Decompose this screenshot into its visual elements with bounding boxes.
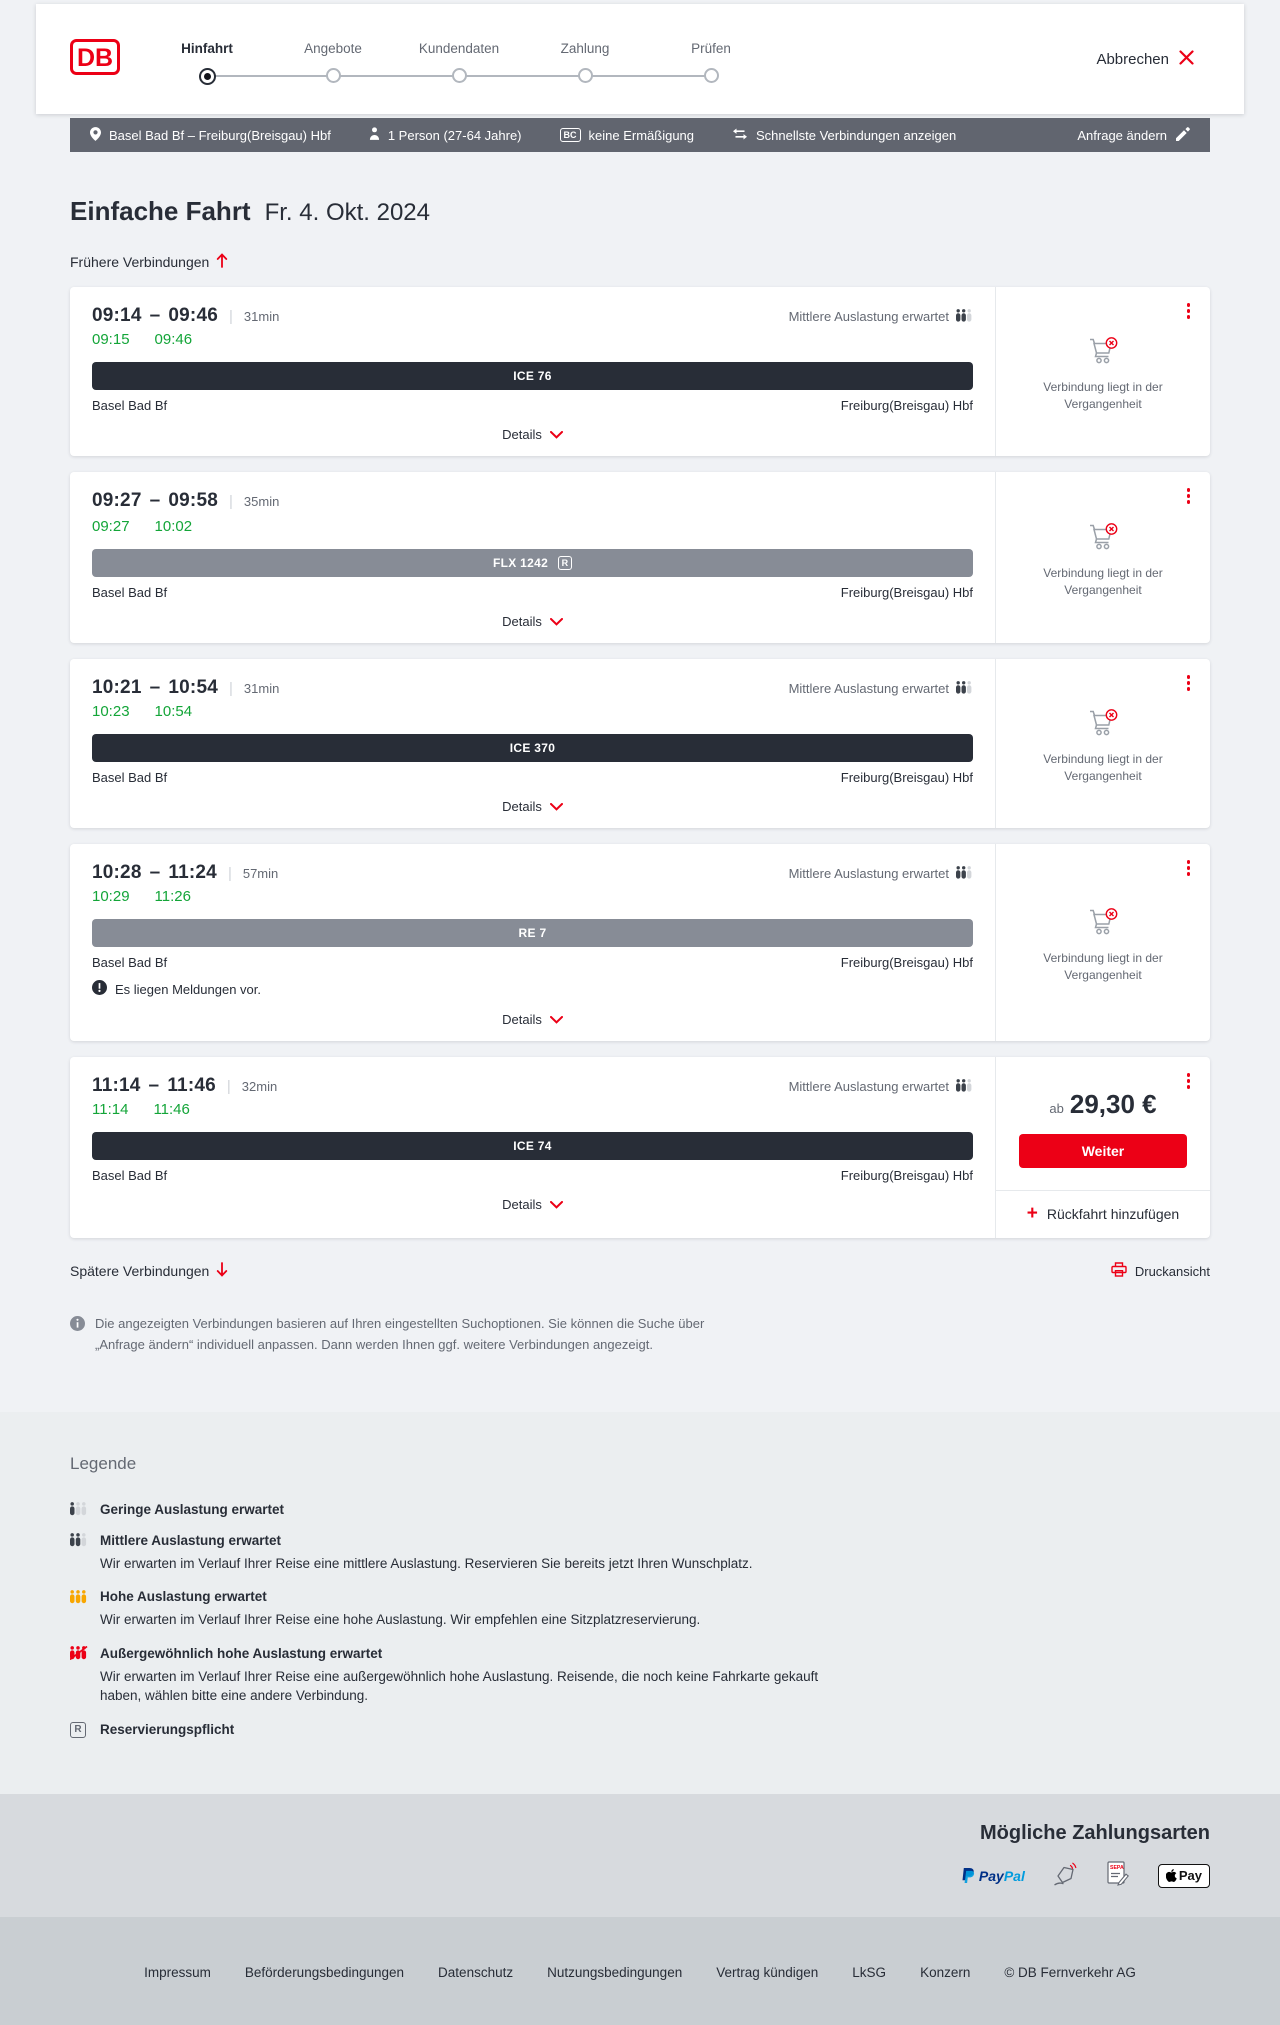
step-label: Prüfen bbox=[691, 40, 731, 56]
cart-unavailable-icon bbox=[1087, 907, 1119, 941]
details-label: Details bbox=[502, 1197, 542, 1212]
svg-text:DB: DB bbox=[76, 43, 114, 72]
chevron-down-icon bbox=[550, 614, 563, 629]
departure-time: 09:27 bbox=[92, 490, 142, 511]
connection-times: 09:14 – 09:46 bbox=[92, 305, 218, 326]
realtime-row bbox=[92, 1101, 973, 1118]
travel-date: Fr. 4. Okt. 2024 bbox=[264, 199, 431, 226]
arrow-down-icon bbox=[216, 1262, 228, 1280]
connection-card-4 bbox=[70, 844, 1210, 1041]
past-note: Verbindung liegt in der Vergangenheit bbox=[1043, 752, 1163, 783]
destination-station: Freiburg(Breisgau) Hbf bbox=[840, 1168, 973, 1183]
connection-side-panel bbox=[996, 844, 1210, 1041]
later-connections-button[interactable] bbox=[70, 1262, 228, 1280]
connection-duration: 31min bbox=[243, 681, 280, 696]
step-1[interactable] bbox=[144, 34, 270, 85]
departure-time: 11:14 bbox=[92, 1075, 141, 1096]
footer-link-6[interactable]: LkSG bbox=[852, 1964, 887, 1980]
origin-station: Basel Bad Bf bbox=[92, 398, 168, 413]
more-options-button[interactable] bbox=[1184, 485, 1194, 507]
details-label: Details bbox=[502, 427, 542, 442]
legend-item-description: Wir erwarten im Verlauf Ihrer Reise eine mittlere Auslastung. Reservieren Sie bereits jetzt Ihren Wunschplatz. bbox=[100, 1555, 753, 1571]
legend-item-5 bbox=[70, 1722, 1210, 1738]
connection-times: 10:21 – 10:54 bbox=[92, 677, 218, 698]
print-view-label: Druckansicht bbox=[1134, 1263, 1210, 1279]
connection-card-1 bbox=[70, 287, 1210, 456]
cart-unavailable-icon bbox=[1087, 522, 1119, 556]
request-summary-bar bbox=[70, 118, 1210, 152]
step-label: Kundendaten bbox=[418, 40, 500, 56]
close-icon bbox=[1179, 50, 1194, 69]
passenger-text: 1 Person (27-64 Jahre) bbox=[387, 127, 522, 143]
realtime-departure: 09:15 bbox=[92, 331, 130, 348]
legend-section bbox=[0, 1412, 1280, 1794]
legend-item-title: Geringe Auslastung erwartet bbox=[100, 1501, 285, 1517]
route-summary bbox=[90, 127, 331, 144]
connection-times: 10:28 – 11:24 bbox=[92, 862, 217, 883]
step-label: Zahlung bbox=[560, 40, 610, 56]
paypal-icon: PayPal bbox=[961, 1867, 1025, 1884]
occupancy-label: Mittlere Auslastung erwartet bbox=[788, 681, 949, 696]
realtime-row bbox=[92, 888, 973, 905]
step-5[interactable] bbox=[648, 34, 774, 85]
train-bar[interactable] bbox=[92, 919, 973, 947]
train-bar[interactable] bbox=[92, 362, 973, 390]
cancel-button[interactable] bbox=[1096, 50, 1194, 69]
realtime-arrival: 11:46 bbox=[153, 1101, 190, 1118]
realtime-departure: 10:23 bbox=[92, 703, 130, 720]
chevron-down-icon bbox=[550, 799, 563, 814]
train-bar[interactable] bbox=[92, 549, 973, 577]
realtime-departure: 09:27 bbox=[92, 518, 130, 535]
sepa-direct-debit-icon bbox=[1107, 1861, 1130, 1891]
connection-side-panel bbox=[996, 287, 1210, 456]
realtime-row bbox=[92, 331, 973, 348]
legend-item-description: Wir erwarten im Verlauf Ihrer Reise eine außergewöhnlich hohe Auslastung. Reisende, die noch keine Fahrkarte gekauft haben, wählen bitte eine andere Verbindung. bbox=[100, 1668, 819, 1704]
connection-duration: 35min bbox=[243, 494, 280, 509]
departure-time: 10:28 bbox=[92, 862, 142, 883]
info-icon bbox=[70, 1316, 85, 1331]
realtime-row bbox=[92, 703, 973, 720]
arrival-time: 11:46 bbox=[167, 1075, 216, 1096]
continue-button[interactable]: Weiter bbox=[1019, 1134, 1187, 1168]
legend-item-description: Wir erwarten im Verlauf Ihrer Reise eine hohe Auslastung. Wir empfehlen eine Sitzplatzreservierung. bbox=[100, 1612, 701, 1628]
step-dot bbox=[578, 68, 593, 83]
occupancy-medium-icon bbox=[956, 309, 973, 325]
connection-duration: 57min bbox=[242, 866, 279, 881]
footer-link-4[interactable]: Nutzungsbedingungen bbox=[547, 1964, 683, 1980]
reservation-required-icon: R bbox=[558, 556, 572, 570]
price-prefix: ab bbox=[1049, 1101, 1064, 1116]
legend-item-title: Außergewöhnlich hohe Auslastung erwartet bbox=[100, 1645, 383, 1661]
pencil-icon bbox=[1176, 127, 1190, 144]
details-label: Details bbox=[502, 1012, 542, 1027]
connection-side-panel bbox=[996, 472, 1210, 643]
route-text: Basel Bad Bf – Freiburg(Breisgau) Hbf bbox=[109, 127, 331, 143]
destination-station: Freiburg(Breisgau) Hbf bbox=[840, 585, 973, 600]
results-main bbox=[0, 152, 1280, 1412]
chevron-down-icon bbox=[550, 427, 563, 442]
destination-station: Freiburg(Breisgau) Hbf bbox=[840, 770, 973, 785]
connection-card-3 bbox=[70, 659, 1210, 828]
legend-item-1 bbox=[70, 1502, 1210, 1517]
cart-unavailable-icon bbox=[1087, 336, 1119, 370]
train-label: RE 7 bbox=[518, 926, 547, 940]
page-title: Einfache Fahrt bbox=[70, 196, 251, 226]
passenger-summary bbox=[369, 127, 522, 143]
step-dot bbox=[452, 68, 467, 83]
arrival-time: 09:58 bbox=[168, 490, 218, 511]
legend-list bbox=[70, 1502, 1210, 1738]
footer-link-7[interactable]: Konzern bbox=[920, 1964, 971, 1980]
train-label: FLX 1242 bbox=[492, 556, 549, 570]
contactless-card-icon bbox=[1053, 1861, 1079, 1891]
footer-link-3[interactable]: Datenschutz bbox=[438, 1964, 514, 1980]
details-toggle[interactable] bbox=[92, 799, 973, 814]
apple-pay-icon: Pay bbox=[1158, 1864, 1210, 1888]
cancel-label: Abbrechen bbox=[1096, 50, 1169, 68]
past-connection-panel bbox=[996, 472, 1210, 643]
details-toggle[interactable] bbox=[92, 1012, 973, 1027]
connection-card-5 bbox=[70, 1057, 1210, 1238]
realtime-row bbox=[92, 518, 973, 535]
realtime-departure: 10:29 bbox=[92, 888, 130, 905]
connection-warning bbox=[92, 980, 973, 998]
add-return-label: Rückfahrt hinzufügen bbox=[1046, 1206, 1180, 1222]
connection-duration: 32min bbox=[241, 1079, 278, 1094]
more-options-button[interactable] bbox=[1184, 672, 1194, 694]
chevron-down-icon bbox=[550, 1197, 563, 1212]
app-header bbox=[36, 4, 1244, 114]
person-icon bbox=[369, 127, 380, 143]
realtime-arrival: 10:54 bbox=[154, 703, 193, 720]
past-note: Verbindung liegt in der Vergangenheit bbox=[1043, 566, 1163, 597]
arrow-up-icon bbox=[216, 253, 228, 271]
earlier-connections-button[interactable] bbox=[70, 253, 228, 271]
reservation-icon: R bbox=[70, 1722, 90, 1738]
more-options-button[interactable] bbox=[1184, 857, 1194, 879]
details-toggle[interactable] bbox=[92, 427, 973, 442]
page-footer bbox=[0, 1917, 1280, 2025]
past-connection-panel bbox=[996, 844, 1210, 1041]
print-view-button[interactable] bbox=[1111, 1262, 1210, 1280]
occupancy-indicator bbox=[789, 681, 973, 697]
footer-links bbox=[70, 1965, 1210, 1980]
origin-station: Basel Bad Bf bbox=[92, 770, 168, 785]
past-connection-panel bbox=[996, 287, 1210, 456]
footer-copyright: © DB Fernverkehr AG bbox=[1004, 1964, 1136, 1980]
search-options-note-text: Die angezeigten Verbindungen basieren auf Ihren eingestellten Suchoptionen. Sie können die Suche über „Anfrage ändern“ individuell anpassen. Dann werden Ihnen ggf. weitere Verbindungen angezeigt. bbox=[95, 1316, 705, 1352]
footer-link-2[interactable]: Beförderungsbedingungen bbox=[244, 1964, 405, 1980]
details-toggle[interactable] bbox=[92, 614, 973, 629]
filter-text: Schnellste Verbindungen anzeigen bbox=[756, 127, 957, 143]
occupancy-indicator bbox=[789, 1079, 973, 1095]
step-2[interactable] bbox=[270, 34, 396, 85]
earlier-connections-label: Frühere Verbindungen bbox=[70, 254, 210, 270]
destination-station: Freiburg(Breisgau) Hbf bbox=[840, 955, 973, 970]
connection-main: 09:27 – 09:58 | 35min 09:27 10:02 FLX 1242 R Basel Bad Bf Freiburg(Breisgau) Hbf Details bbox=[70, 472, 996, 643]
bahncard-icon: BC bbox=[560, 128, 581, 142]
legend-item-3 bbox=[70, 1589, 1210, 1630]
step-dot bbox=[704, 68, 719, 83]
location-pin-icon bbox=[90, 127, 101, 144]
train-label: ICE 74 bbox=[513, 1139, 552, 1153]
connection-list bbox=[70, 287, 1210, 1238]
change-request-button[interactable] bbox=[1077, 127, 1190, 144]
svg-text:SEPA: SEPA bbox=[1109, 1864, 1124, 1871]
departure-time: 09:14 bbox=[92, 305, 142, 326]
occupancy-high-icon bbox=[70, 1590, 90, 1604]
details-label: Details bbox=[502, 614, 542, 629]
occupancy-label: Mittlere Auslastung erwartet bbox=[788, 309, 949, 324]
later-connections-label: Spätere Verbindungen bbox=[70, 1263, 210, 1279]
origin-station: Basel Bad Bf bbox=[92, 955, 168, 970]
occupancy-label: Mittlere Auslastung erwartet bbox=[788, 1079, 949, 1094]
legend-item-title: Hohe Auslastung erwartet bbox=[100, 1589, 267, 1605]
train-bar[interactable] bbox=[92, 1132, 973, 1160]
step-dot bbox=[326, 68, 341, 83]
search-options-note bbox=[70, 1314, 730, 1412]
add-return-button[interactable] bbox=[996, 1190, 1210, 1238]
price-panel bbox=[996, 1057, 1210, 1238]
legend-item-4 bbox=[70, 1646, 1210, 1706]
step-3[interactable] bbox=[396, 34, 522, 85]
discount-summary bbox=[560, 128, 695, 143]
payment-heading: Mögliche Zahlungsarten bbox=[979, 1821, 1210, 1844]
step-label: Angebote bbox=[304, 40, 362, 56]
legend-item-title: Mittlere Auslastung erwartet bbox=[100, 1532, 282, 1548]
departure-time: 10:21 bbox=[92, 677, 142, 698]
step-label: Hinfahrt bbox=[181, 40, 233, 56]
discount-text: keine Ermäßigung bbox=[588, 127, 695, 143]
arrival-time: 10:54 bbox=[168, 677, 218, 698]
warning-text: Es liegen Meldungen vor. bbox=[115, 981, 261, 997]
db-logo[interactable] bbox=[70, 39, 120, 80]
details-label: Details bbox=[502, 799, 542, 814]
connection-main: 11:14 – 11:46 | 32min Mittlere Auslastung erwartet 11:14 11:46 ICE 74 Basel Bad Bf Freiburg(Breisgau) Hbf Details bbox=[70, 1057, 996, 1238]
train-label: ICE 76 bbox=[513, 369, 552, 383]
more-options-button[interactable] bbox=[1184, 300, 1194, 322]
connection-main: 09:14 – 09:46 | 31min Mittlere Auslastung erwartet 09:15 09:46 ICE 76 Basel Bad Bf Freiburg(Breisgau) Hbf Details bbox=[70, 287, 996, 456]
legend-item-2 bbox=[70, 1533, 1210, 1574]
price-value: 29,30 € bbox=[1069, 1089, 1157, 1119]
alert-icon bbox=[92, 980, 107, 998]
stepper bbox=[144, 34, 774, 85]
connection-duration: 31min bbox=[243, 309, 280, 324]
realtime-departure: 11:14 bbox=[92, 1101, 129, 1118]
occupancy-low-icon bbox=[70, 1502, 90, 1516]
origin-station: Basel Bad Bf bbox=[92, 1168, 168, 1183]
connection-main: 10:21 – 10:54 | 31min Mittlere Auslastung erwartet 10:23 10:54 ICE 370 Basel Bad Bf Freiburg(Breisgau) Hbf Details bbox=[70, 659, 996, 828]
connection-main: 10:28 – 11:24 | 57min Mittlere Auslastung erwartet 10:29 11:26 RE 7 Basel Bad Bf Freiburg(Breisgau) Hbf Es liegen Meldungen vor. Details bbox=[70, 844, 996, 1041]
occupancy-medium-icon bbox=[70, 1533, 90, 1547]
footer-link-1[interactable]: Impressum bbox=[144, 1964, 211, 1980]
realtime-arrival: 09:46 bbox=[154, 331, 193, 348]
cart-unavailable-icon bbox=[1087, 708, 1119, 742]
arrival-time: 09:46 bbox=[168, 305, 218, 326]
chevron-down-icon bbox=[550, 1012, 563, 1027]
legend-heading: Legende bbox=[70, 1453, 137, 1473]
details-toggle[interactable] bbox=[92, 1197, 973, 1212]
connection-side-panel bbox=[996, 1057, 1210, 1238]
connection-times: 09:27 – 09:58 bbox=[92, 490, 218, 511]
past-note: Verbindung liegt in der Vergangenheit bbox=[1043, 951, 1163, 982]
occupancy-medium-icon bbox=[956, 866, 973, 882]
train-bar[interactable] bbox=[92, 734, 973, 762]
connection-side-panel bbox=[996, 659, 1210, 828]
connection-card-2 bbox=[70, 472, 1210, 643]
change-request-label: Anfrage ändern bbox=[1077, 127, 1167, 143]
printer-icon bbox=[1111, 1262, 1127, 1280]
past-connection-panel bbox=[996, 659, 1210, 828]
transfer-arrows-icon bbox=[732, 128, 748, 143]
more-options-button[interactable] bbox=[1184, 1070, 1194, 1092]
arrival-time: 11:24 bbox=[168, 862, 217, 883]
step-4[interactable] bbox=[522, 34, 648, 85]
step-dot-active bbox=[199, 68, 216, 85]
occupancy-medium-icon bbox=[956, 681, 973, 697]
connection-times: 11:14 – 11:46 bbox=[92, 1075, 216, 1096]
occupancy-indicator bbox=[789, 309, 973, 325]
occupancy-medium-icon bbox=[956, 1079, 973, 1095]
train-label: ICE 370 bbox=[509, 741, 556, 755]
occupancy-exceptional-icon bbox=[70, 1646, 90, 1660]
occupancy-indicator bbox=[789, 866, 973, 882]
realtime-arrival: 11:26 bbox=[154, 888, 191, 905]
footer-link-5[interactable]: Vertrag kündigen bbox=[716, 1964, 819, 1980]
plus-icon: + bbox=[1026, 1203, 1038, 1224]
filter-summary bbox=[732, 128, 956, 143]
realtime-arrival: 10:02 bbox=[154, 518, 193, 535]
payment-section bbox=[0, 1794, 1280, 1917]
past-note: Verbindung liegt in der Vergangenheit bbox=[1043, 380, 1163, 411]
occupancy-label: Mittlere Auslastung erwartet bbox=[788, 866, 949, 881]
destination-station: Freiburg(Breisgau) Hbf bbox=[840, 398, 973, 413]
origin-station: Basel Bad Bf bbox=[92, 585, 168, 600]
legend-item-title: Reservierungspflicht bbox=[100, 1722, 235, 1738]
